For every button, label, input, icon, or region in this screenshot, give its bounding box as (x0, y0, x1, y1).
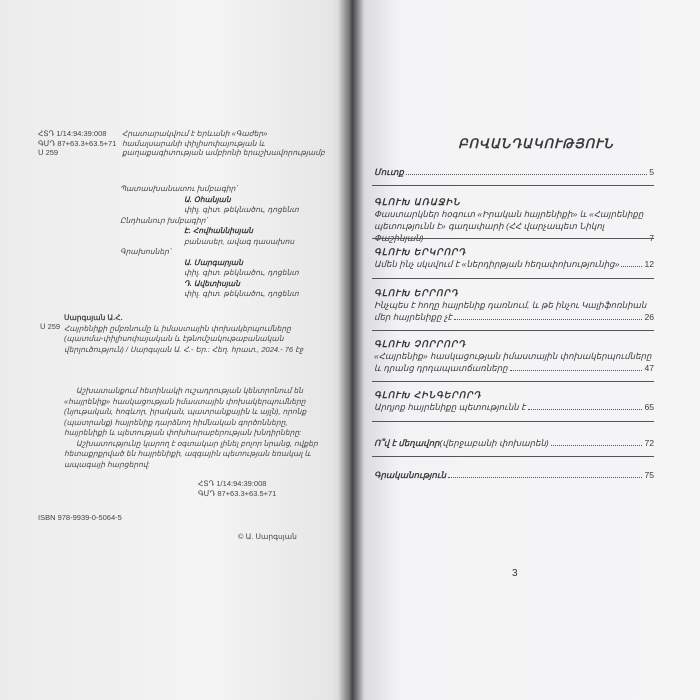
toc-page-number: 26 (644, 312, 654, 322)
divider (372, 330, 654, 331)
staff-name: Ա. Մարգարյան (184, 257, 243, 267)
toc-entry-afterword (374, 437, 654, 449)
bib-code: Ս 259 (40, 322, 61, 331)
editorial-staff (120, 184, 320, 300)
toc-page-number: 7 (649, 233, 654, 243)
catalog-code-line: ՀՏԴ 1/14:94:39:008 (198, 479, 267, 488)
staff-credentials: փիլ. գիտ. թեկնածու, դոցենտ (184, 268, 299, 277)
chapter-title-line: Փաստարկներ հօգուտ «Իրական հայրենիքի» և «Հայրենիքը (374, 209, 644, 219)
chapter-heading: ԳԼՈՒԽ ՀԻՆԳԵՐՈՐԴ (374, 390, 482, 400)
bibliographic-record (64, 313, 322, 355)
staff-credentials: բանասեր, ավագ դասախոս (184, 236, 295, 246)
toc-title: ԲՈՎԱՆԴԱԿՈՒԹՅՈՒՆ (458, 136, 614, 151)
annotation (64, 386, 322, 470)
toc-entry-label: Գրականություն (374, 470, 447, 480)
toc-line (374, 166, 654, 178)
annotation-paragraph: Աշխատությունը կարող է օգտակար լինել բոլոր նրանց, ովքեր հետաքրքրված են հայրենիքի, ազգային պետության եռակալ և ապագայի հարցերով: (64, 438, 318, 469)
chapter-title-line: պետությունն է» գաղափարի (ՀՀ վարչապետ Նիկոլ Փաշինյան) (374, 221, 605, 243)
toc-leader (510, 370, 643, 371)
staff-role: Պատասխանատու խմբագիր՝ (120, 184, 238, 193)
divider (372, 381, 654, 382)
divider (372, 421, 654, 422)
divider (372, 238, 654, 239)
toc-leader (406, 174, 647, 175)
toc-line (374, 362, 654, 374)
chapter-title-line: «Հայրենիք» հասկացության իմաստային փոխակերպումները (374, 351, 652, 361)
page-number: 3 (512, 568, 518, 579)
catalog-code (38, 129, 128, 158)
toc-page-number: 47 (644, 363, 654, 373)
toc-page-number: 5 (649, 167, 654, 177)
toc-line (374, 258, 654, 270)
staff-name: Է. Հովհաննիսյան (184, 226, 254, 235)
toc-entry-label: Ո՞վ է մեղավոր (374, 438, 440, 448)
chapter-heading: ԳԼՈՒԽ ԱՌԱՋԻՆ (374, 197, 461, 207)
toc-line (374, 220, 654, 244)
toc-leader (454, 319, 643, 320)
toc-page-number: 72 (644, 438, 654, 448)
toc-leader (621, 266, 642, 267)
chapter-title-line: Ամեն ինչ սկսվում է «ներդիրթյան հեղափոխությունից» (374, 259, 620, 269)
chapter-title-line: մեր հայրենիքը չէ (374, 312, 452, 322)
toc-entry-chapter-4 (374, 339, 654, 374)
catalog-code-line: ԳՄԴ 87+63.3+63.5+71 (38, 138, 117, 148)
catalog-code-repeat (198, 479, 276, 498)
catalog-code-line: Ս 259 (38, 148, 59, 157)
divider (372, 278, 654, 279)
isbn: ISBN 978-9939-0-5064-5 (38, 513, 122, 522)
toc-entry-label: Մուտք (374, 167, 404, 177)
staff-role: Ընդհանուր խմբագիր՝ (120, 215, 208, 225)
toc-line (374, 437, 654, 449)
toc-page-number: 65 (644, 402, 654, 412)
publication-note: Հրատարակվում է Երևանի «Գաժեր» համալսարանի փիլիսոփայության և քաղաքագիտության ամբիոնի երաշխավորությամբ (122, 129, 325, 157)
toc-entry-chapter-2 (374, 247, 654, 270)
staff-name: Ա. Օհանյան (184, 194, 231, 204)
toc-line (374, 469, 654, 481)
divider (372, 456, 654, 457)
toc-line (374, 401, 654, 413)
staff-credentials: փիլ. գիտ. թեկնածու, դոցենտ (184, 289, 299, 298)
bib-author: Սարգսյան Ա.Հ. (64, 313, 123, 322)
chapter-title-line: Արդյոք հայրենիքը պետությունն է (374, 402, 526, 412)
toc-entry-chapter-3 (374, 288, 654, 323)
copyright: © Ա. Սարգսյան (238, 532, 297, 541)
toc-entry-note: (վերջաբանի փոխարեն) (439, 438, 549, 448)
toc-page-number: 12 (644, 259, 654, 269)
chapter-heading: ԳԼՈՒԽ ԵՐԿՐՈՐԴ (374, 247, 467, 257)
book-gutter (338, 0, 364, 700)
chapter-title-line: և դրանց դրդապատճառները (374, 363, 508, 373)
toc-leader (448, 477, 642, 478)
annotation-paragraph: Աշխատանքում հետինակի ուշադրության կենտրոնում են «հայրենիք» հասկացության իմաստային փոխակերպումները (նյութական, հոգևոր, իրական, պատրանքային և այլն), որոնք (պատրանք) հայրենիք դարձնող հիմնական գործոնները, հայրենիքի և պետության փոխհարաբերության խնդիրները: (64, 386, 307, 437)
staff-credentials: փիլ. գիտ. թեկնածու, դոցենտ (184, 205, 299, 214)
divider (372, 185, 654, 186)
bib-description: Հայրենիքի ըմբռնումը և իմաստային փոխակերպումները (պատմա-փիլիսոփայական և էթնոմշակութաբանական վերլուծություն) / Սարգսյան Ա. Հ.- Եր.: Հեղ. հրատ., 2024.- 76 էջ (64, 323, 304, 354)
toc-entry-intro (374, 166, 654, 178)
chapter-heading: ԳԼՈՒԽ ՉՈՐՐՈՐԴ (374, 339, 466, 349)
toc-leader (551, 445, 643, 446)
toc-entry-chapter-5 (374, 390, 654, 413)
staff-name: Դ. Ավետիսյան (184, 278, 240, 288)
toc-page-number: 75 (644, 470, 654, 480)
toc-entry-chapter-1 (374, 197, 654, 244)
catalog-code-line: ԳՄԴ 87+63.3+63.5+71 (198, 488, 277, 498)
toc-entry-bibliography (374, 469, 654, 481)
chapter-title-line: Ինչպես է հողը հայրենիք դառնում, և թե ինչու Կալիֆոռնիան (374, 300, 647, 310)
toc-leader (528, 409, 643, 410)
chapter-heading: ԳԼՈՒԽ ԵՐՐՈՐԴ (374, 288, 459, 298)
catalog-code-line: ՀՏԴ 1/14:94:39:008 (38, 129, 107, 138)
staff-role: Գրախոսներ՝ (120, 247, 171, 256)
toc-line (374, 311, 654, 323)
